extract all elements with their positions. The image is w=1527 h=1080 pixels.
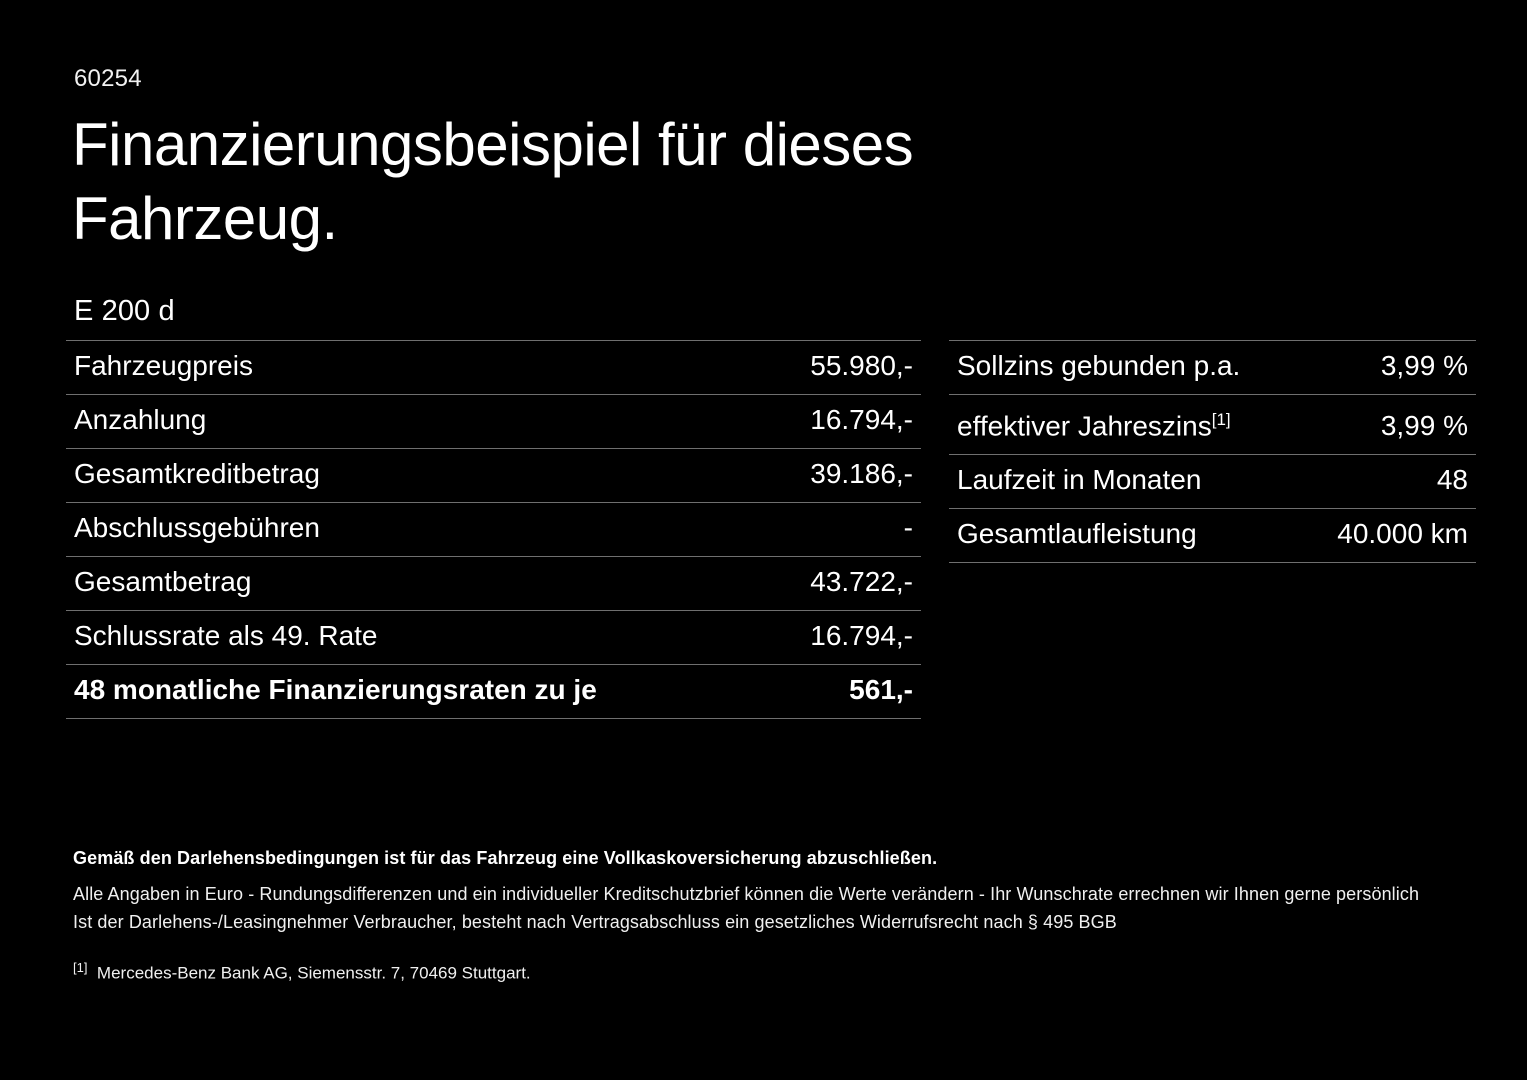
row-value: 16.794,- [494, 395, 922, 449]
row-value: 43.722,- [494, 557, 922, 611]
row-value: 561,- [494, 665, 922, 719]
row-label: Gesamtlaufleistung [949, 509, 1213, 563]
row-value: 48 [1213, 455, 1477, 509]
footnote-marker: [1] [1211, 410, 1231, 429]
row-label-text: effektiver Jahreszins [957, 410, 1212, 442]
footnotes-block [73, 845, 1453, 986]
vehicle-model-label: E 200 d [74, 295, 175, 327]
finance-table-right-wrapper [949, 340, 1476, 719]
finance-table-left-wrapper [66, 340, 921, 719]
table-row [66, 449, 921, 503]
row-value: - [494, 503, 922, 557]
table-row [949, 341, 1476, 395]
row-label: Schlussrate als 49. Rate [66, 611, 494, 665]
table-row [66, 341, 921, 395]
finance-tables [66, 340, 1476, 719]
table-row [949, 455, 1476, 509]
row-label: Abschlussgebühren [66, 503, 494, 557]
row-value: 40.000 km [1213, 509, 1477, 563]
table-row-highlight [66, 665, 921, 719]
row-value: 55.980,- [494, 341, 922, 395]
footnote-marker: [1] [73, 960, 88, 975]
footnote-insurance-note: Gemäß den Darlehensbedingungen ist für das Fahrzeug eine Vollkaskoversicherung abzuschließen. [73, 848, 938, 868]
footnote-line-1: Alle Angaben in Euro - Rundungsdifferenzen und ein individueller Kreditschutzbrief können die Werte verändern - Ihr Wunschrate errechnen wir Ihnen gerne persönlich [73, 884, 1420, 904]
row-value: 39.186,- [494, 449, 922, 503]
row-label: Gesamtkreditbetrag [66, 449, 494, 503]
table-row [949, 395, 1476, 455]
page-title: Finanzierungsbeispiel für dieses Fahrzeug. [72, 111, 914, 252]
row-label-with-footnote [949, 395, 1231, 455]
row-label: Fahrzeugpreis [66, 341, 494, 395]
reference-number: 60254 [74, 65, 142, 92]
row-value: 3,99 % [1213, 395, 1477, 455]
row-value: 3,99 % [1213, 341, 1477, 395]
row-label: Sollzins gebunden p.a. [949, 341, 1213, 395]
row-label: 48 monatliche Finanzierungsraten zu je [66, 665, 494, 719]
footnote-line-2: Ist der Darlehens-/Leasingnehmer Verbraucher, besteht nach Vertragsabschluss ein gesetzliches Widerrufsrecht nach § 495 BGB [73, 912, 1117, 932]
row-label: Laufzeit in Monaten [949, 455, 1213, 509]
table-row [66, 611, 921, 665]
footnote-bank-text: Mercedes-Benz Bank AG, Siemensstr. 7, 70469 Stuttgart. [96, 963, 531, 983]
finance-table-left [66, 340, 921, 719]
table-row [66, 395, 921, 449]
footnote-bank-reference [73, 956, 1453, 986]
table-row [949, 509, 1476, 563]
row-value: 16.794,- [494, 611, 922, 665]
table-row [66, 503, 921, 557]
row-label: Gesamtbetrag [66, 557, 494, 611]
table-row [66, 557, 921, 611]
finance-table-right [949, 340, 1476, 563]
row-label: Anzahlung [66, 395, 494, 449]
